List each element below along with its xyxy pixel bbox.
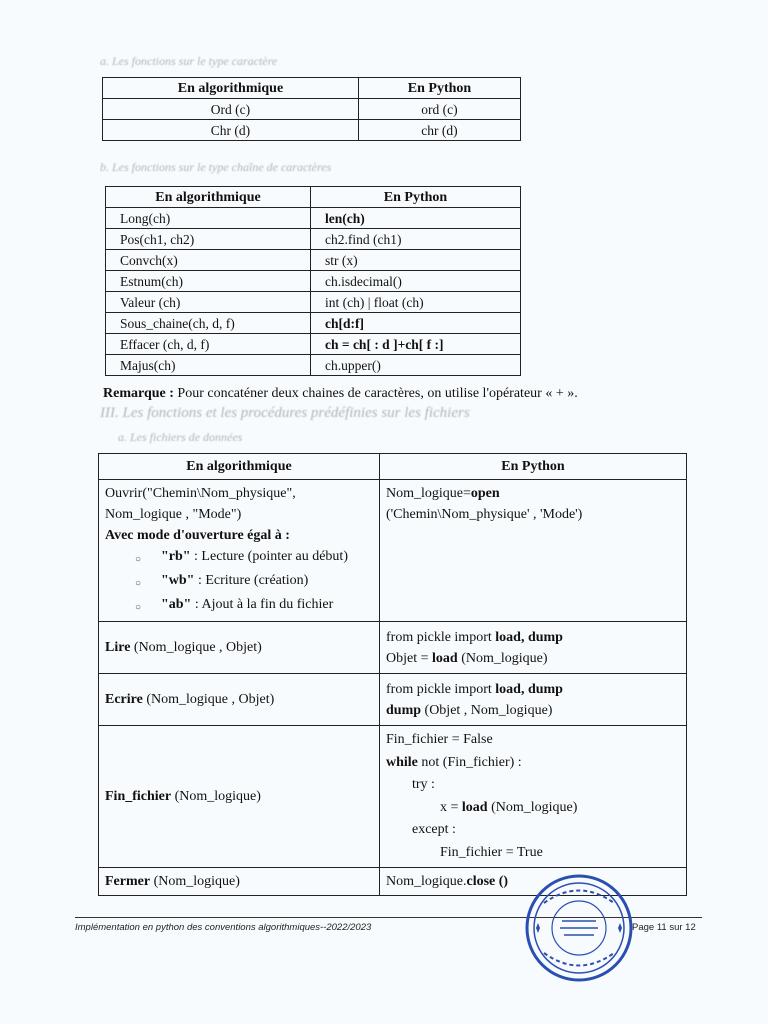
char-functions-table: [102, 77, 521, 141]
cell-python: ch.upper(): [311, 355, 521, 376]
cell-python-eof: [380, 726, 687, 868]
table-row: [103, 120, 521, 141]
open-algo-line2: Nom_logique , "Mode"): [105, 507, 242, 522]
read-py-import: from pickle import: [386, 629, 496, 645]
cell-python-open: [380, 480, 687, 622]
header-python: En Python: [358, 78, 520, 99]
cell-algo: Estnum(ch): [106, 271, 311, 292]
write-py-args: (Objet , Nom_logique): [421, 702, 553, 718]
read-py-line2: [386, 648, 680, 669]
open-algo-line1: Ouvrir("Chemin\Nom_physique",: [105, 486, 296, 501]
page-number: Page 11 sur 12: [632, 922, 696, 933]
official-stamp-icon: [524, 873, 634, 983]
close-py-method: close (): [466, 874, 509, 889]
cell-python: ch = ch[ : d ]+ch[ f :]: [311, 334, 521, 355]
heading-string-functions: b. Les fonctions sur le type chaîne de caractères: [100, 160, 332, 174]
close-keyword: Fermer: [105, 874, 151, 889]
eof-py-line: try :: [412, 777, 435, 792]
read-py-names: load, dump: [495, 629, 563, 645]
cell-python: len(ch): [311, 208, 521, 229]
cell-algo: Pos(ch1, ch2): [106, 229, 311, 250]
cell-algo-close: [99, 868, 380, 896]
eof-py-while: while: [386, 754, 418, 770]
open-py-keyword: open: [470, 486, 500, 501]
table-row: [106, 313, 521, 334]
heading-data-files: a. Les fichiers de données: [118, 430, 243, 444]
eof-py-line: [386, 752, 680, 775]
table-row: [106, 250, 521, 271]
cell-python: ch.isdecimal(): [311, 271, 521, 292]
read-py-line1: [386, 627, 680, 648]
mode-desc: : Lecture (pointer au début): [190, 549, 348, 564]
cell-python: ord (c): [358, 99, 520, 120]
table-row: [103, 99, 521, 120]
cell-algo: Long(ch): [106, 208, 311, 229]
header-python: En Python: [311, 187, 521, 208]
mode-option: [105, 594, 373, 618]
mode-option: [105, 546, 373, 570]
cell-python: ch[d:f]: [311, 313, 521, 334]
cell-python: chr (d): [358, 120, 520, 141]
read-args: (Nom_logique , Objet): [130, 640, 262, 655]
eof-py-line: except :: [412, 822, 456, 837]
circle-bullet-icon: ○: [135, 554, 142, 565]
header-python: En Python: [380, 454, 687, 480]
remark-text: Pour concaténer deux chaines de caractères, on utilise l'opérateur « + ».: [173, 386, 578, 401]
cell-algo: Ord (c): [103, 99, 359, 120]
write-py-import: from pickle import: [386, 681, 496, 697]
eof-py-line: [386, 797, 680, 820]
table-row: [106, 271, 521, 292]
cell-algo-eof: [99, 726, 380, 868]
eof-py-line: Fin_fichier = True: [440, 844, 543, 860]
table-row: [106, 208, 521, 229]
cell-algo: Effacer (ch, d, f): [106, 334, 311, 355]
table-row: [106, 229, 521, 250]
cell-python: str (x): [311, 250, 521, 271]
table-row-open: [99, 480, 687, 622]
file-functions-table: [98, 453, 687, 896]
read-py-load: load: [432, 650, 458, 666]
write-py-line2: [386, 700, 680, 721]
table-row-read: [99, 622, 687, 674]
table-row: [106, 334, 521, 355]
table-row: [106, 355, 521, 376]
eof-py-assign: x =: [440, 799, 462, 815]
table-row-write: [99, 674, 687, 726]
write-py-names: load, dump: [495, 681, 563, 697]
write-py-line1: [386, 679, 680, 700]
cell-algo: Sous_chaine(ch, d, f): [106, 313, 311, 334]
eof-py-args: (Nom_logique): [487, 799, 578, 815]
cell-algo-open: [99, 480, 380, 622]
footer-title: Implémentation en python des conventions algorithmiques--2022/2023: [75, 922, 372, 933]
close-py-obj: Nom_logique.: [386, 874, 467, 889]
circle-bullet-icon: ○: [135, 578, 142, 589]
eof-args: (Nom_logique): [171, 789, 261, 804]
header-algo: En algorithmique: [106, 187, 311, 208]
mode-intro: Avec mode d'ouverture égal à :: [105, 528, 290, 543]
cell-python: ch2.find (ch1): [311, 229, 521, 250]
write-args: (Nom_logique , Objet): [142, 692, 275, 707]
read-py-assign: Objet =: [386, 650, 432, 666]
cell-algo-write: [99, 674, 380, 726]
heading-file-functions: III. Les fonctions et les procédures prédéfinies sur les fichiers: [100, 405, 470, 421]
cell-algo: Chr (d): [103, 120, 359, 141]
read-keyword: Lire: [105, 640, 131, 655]
heading-char-functions: a. Les fonctions sur le type caractère: [100, 54, 278, 68]
cell-algo-read: [99, 622, 380, 674]
mode-desc: : Ecriture (création): [194, 573, 309, 588]
remark-label: Remarque :: [103, 386, 174, 401]
cell-python: int (ch) | float (ch): [311, 292, 521, 313]
read-py-args: (Nom_logique): [457, 650, 548, 666]
cell-python-write: [380, 674, 687, 726]
cell-python-read: [380, 622, 687, 674]
eof-py-load: load: [461, 799, 488, 815]
cell-algo: Majus(ch): [106, 355, 311, 376]
eof-py-line: Fin_fichier = False: [386, 732, 493, 747]
mode-code: "wb": [161, 573, 195, 588]
eof-py-cond: not (Fin_fichier) :: [417, 754, 522, 770]
close-args: (Nom_logique): [150, 874, 240, 889]
mode-code: "rb": [161, 549, 191, 564]
mode-desc: : Ajout à la fin du fichier: [191, 597, 334, 612]
open-py-line1: [386, 483, 680, 504]
table-row: [106, 292, 521, 313]
mode-code: "ab": [161, 597, 192, 612]
write-keyword: Ecrire: [105, 692, 143, 707]
open-py-assign: Nom_logique=: [386, 486, 471, 501]
remark: [103, 386, 578, 402]
write-py-dump: dump: [386, 702, 422, 718]
circle-bullet-icon: ○: [135, 602, 142, 613]
table-row-eof: [99, 726, 687, 868]
cell-algo: Convch(x): [106, 250, 311, 271]
mode-option: [105, 570, 373, 594]
cell-algo: Valeur (ch): [106, 292, 311, 313]
header-algo: En algorithmique: [99, 454, 380, 480]
string-functions-table: [105, 186, 521, 376]
open-py-line2: ('Chemin\Nom_physique' , 'Mode'): [386, 507, 583, 522]
header-algo: En algorithmique: [103, 78, 359, 99]
eof-keyword: Fin_fichier: [105, 789, 172, 804]
